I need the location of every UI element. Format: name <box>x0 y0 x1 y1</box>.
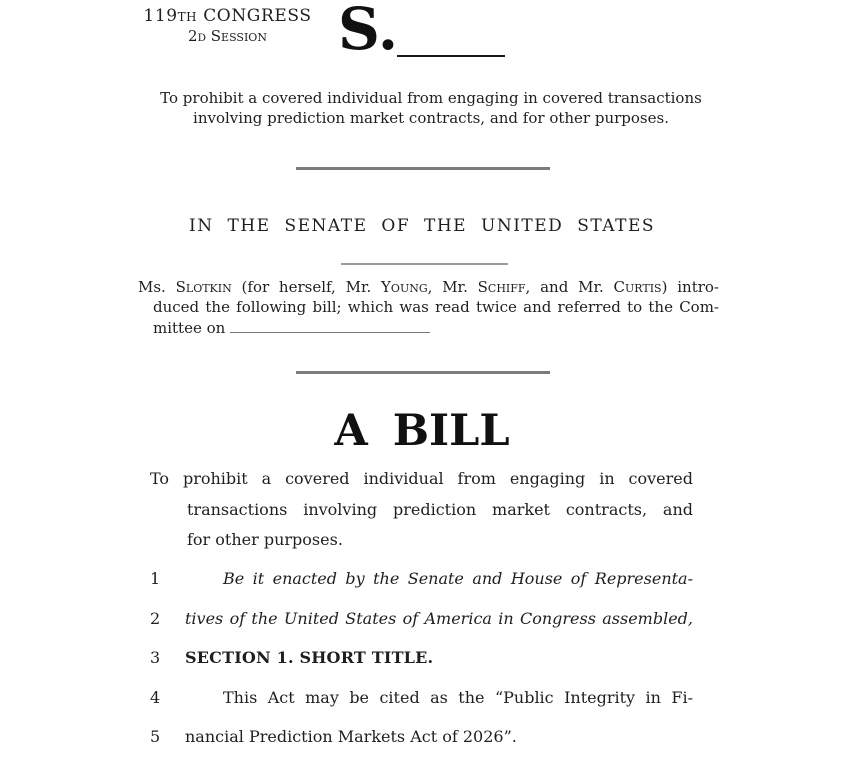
congress-line <box>140 6 315 26</box>
preamble-line-1: To prohibit a covered individual from engaging in covered <box>150 469 693 488</box>
congress-number: 119 <box>143 6 178 26</box>
line-text: tives of the United States of America in Congress assembled, <box>185 608 693 628</box>
sponsor-prefix: Ms. <box>138 278 176 296</box>
sponsor-line-3 <box>138 318 719 338</box>
congress-session-block <box>140 6 315 45</box>
line-number: 1 <box>150 569 161 588</box>
sponsor-name-slotkin: Slotkin <box>175 278 232 296</box>
sponsor-text: , Mr. <box>427 278 478 296</box>
sponsor-line-1 <box>138 277 719 297</box>
horizontal-rule-top <box>296 167 550 170</box>
line-text: This Act may be cited as the “Public Integrity in Fi- <box>223 687 693 707</box>
body-line <box>150 609 693 649</box>
session-word: Session <box>210 27 267 45</box>
bill-number-letter: S. <box>338 0 399 63</box>
horizontal-rule-short <box>341 263 508 265</box>
line-number: 3 <box>150 648 161 668</box>
senate-heading: IN THE SENATE OF THE UNITED STATES <box>188 216 655 236</box>
body-line <box>150 688 693 728</box>
line-number: 5 <box>150 727 161 747</box>
sponsor-name-young: Young <box>381 278 428 296</box>
a-bill-heading: A BILL <box>334 406 510 456</box>
session-ordinal: D <box>197 32 206 44</box>
congress-word: CONGRESS <box>203 6 312 26</box>
line-number: 4 <box>150 687 161 707</box>
line-text: Be it enacted by the Senate and House of Representa- <box>223 569 693 588</box>
long-title-line-2: involving prediction market contracts, and for other purposes. <box>193 109 669 127</box>
body-line <box>150 569 693 609</box>
sponsor-text: (for herself, Mr. <box>231 278 382 296</box>
sponsor-name-schiff: Schiff <box>477 278 526 296</box>
preamble-long-title <box>150 464 693 556</box>
body-line <box>150 727 693 767</box>
committee-blank <box>230 319 430 333</box>
sponsor-text: , and Mr. <box>525 278 614 296</box>
line-number: 2 <box>150 608 161 628</box>
sponsor-line-2: duced the following bill; which was read twice and referred to the Com- <box>153 298 719 317</box>
line-text: SECTION 1. SHORT TITLE. <box>185 648 434 668</box>
sponsor-text: ) intro- <box>661 278 719 296</box>
horizontal-rule-bottom <box>296 371 550 374</box>
preamble-line-2: transactions involving prediction market contracts, and <box>187 499 693 519</box>
session-line <box>140 27 315 45</box>
body-line <box>150 648 693 688</box>
bill-body <box>150 569 693 767</box>
long-title-line-1: To prohibit a covered individual from engaging in covered transactions <box>160 89 702 107</box>
official-long-title <box>131 88 731 128</box>
committee-text: mittee on <box>153 318 231 337</box>
bill-number-blank <box>397 55 505 57</box>
session-number: 2 <box>188 27 198 45</box>
sponsor-name-curtis: Curtis <box>613 278 662 296</box>
sponsor-statement <box>138 277 719 338</box>
congress-ordinal: TH <box>177 10 198 24</box>
preamble-line-3: for other purposes. <box>187 530 343 549</box>
line-text: nancial Prediction Markets Act of 2026”. <box>185 727 517 747</box>
